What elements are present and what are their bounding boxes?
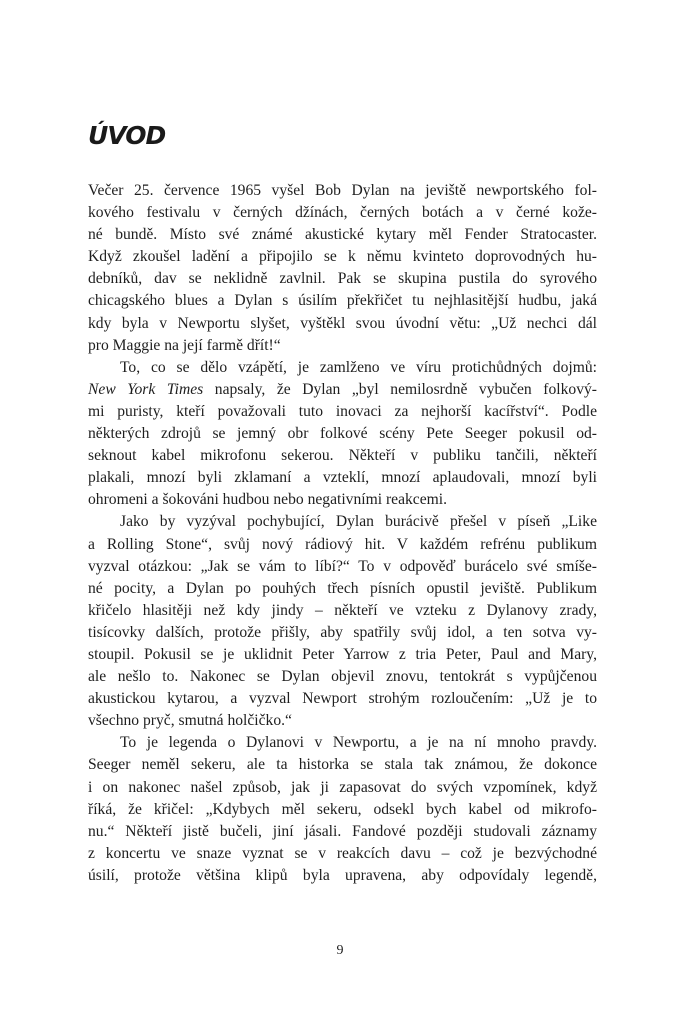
text-line: kdy byla v Newportu slyšet, vyštěkl svou úvodní větu: „Už nechci dál — [88, 314, 597, 332]
text-line: i on nakonec našel způsob, jak ji zapasovat do svých vzpomínek, když — [88, 778, 597, 796]
text-line: New York Times napsaly, že Dylan „byl nemilosrdně vybučen folkový- — [88, 380, 597, 398]
text-line: né pocity, a Dylan po pouhých třech písních opustil jeviště. Publikum — [88, 579, 597, 597]
text-line: plakali, mnozí byli zklamaní a vzteklí, mnozí aplaudovali, mnozí byli — [88, 469, 597, 487]
text-line: stoupil. Pokusil se je uklidnit Peter Yarrow z tria Peter, Paul and Mary, — [88, 645, 597, 663]
text-line: Jako by vyzýval pochybující, Dylan burácivě přešel v píseň „Like — [120, 513, 597, 531]
text-line: ohromeni a šokováni hudbou nebo negativními reakcemi. — [88, 491, 447, 509]
text-line: Seeger neměl sekeru, ale ta historka se stala tak známou, že dokonce — [88, 756, 597, 774]
text-line: akustickou kytarou, a vyzval Newport strohým rozloučením: „Už je to — [88, 690, 597, 708]
text-line: mi puristy, kteří považovali tuto inovaci za nejhorší kacířství“. Podle — [88, 402, 597, 420]
text-line: To je legenda o Dylanovi v Newportu, a je na ní mnoho pravdy. — [120, 734, 597, 752]
chapter-heading: ÚVOD — [88, 121, 166, 150]
text-line: ale nešlo to. Nakonec se Dylan objevil znovu, tentokrát s vypůjčenou — [88, 668, 597, 686]
publication-title: New York Times — [88, 380, 204, 398]
text-line: To, co se dělo vzápětí, je zamlženo ve víru protichůdných dojmů: — [120, 358, 597, 376]
text-line: kového festivalu v černých džínách, černých botách a v černé kože- — [88, 204, 597, 222]
paragraph — [88, 511, 597, 732]
body-text — [88, 180, 597, 887]
text-line: né bundě. Místo své známé akustické kytary měl Fender Stratocaster. — [88, 226, 597, 244]
paragraph — [88, 732, 597, 887]
text-line: všechno pryč, smutná holčičko.“ — [88, 712, 292, 730]
text-line: a Rolling Stone“, svůj nový rádiový hit. V každém refrénu publikum — [88, 535, 597, 553]
text-line: Večer 25. července 1965 vyšel Bob Dylan na jeviště newportského fol- — [88, 182, 597, 199]
text-line: křičelo hlasitěji než kdy jindy – někteří ve vzteku z Dylanovy zrady, — [88, 601, 597, 619]
text-line: některých zdrojů se jemný obr folkové scény Pete Seeger pokusil od- — [88, 425, 597, 443]
paragraph — [88, 180, 597, 357]
text-line: Když zkoušel ladění a připojilo se k němu kvinteto doprovodných hu- — [88, 248, 597, 266]
text-line: seknout kabel mikrofonu sekerou. Někteří v publiku tančili, někteří — [88, 447, 597, 465]
text-line: vyzval otázkou: „Jak se vám to líbí?“ To v odpověď burácelo své smíše- — [88, 557, 597, 575]
text-line: chicagského blues a Dylan s úsilím překřičet tu nejhlasitější hudbu, jaká — [88, 292, 597, 310]
text-line: říká, že křičel: „Kdybych měl sekeru, odsekl bych kabel od mikrofo- — [88, 800, 597, 818]
text-line: tisícovky dalších, protože přišly, aby spatřily svůj idol, a ten sotva vy- — [88, 623, 597, 641]
page-number: 9 — [336, 943, 344, 958]
text-line: debníků, dav se neklidně zavlnil. Pak se skupina pustila do syrového — [88, 270, 597, 288]
text-line: pro Maggie na její farmě dřít!“ — [88, 336, 281, 354]
paragraph — [88, 357, 597, 512]
text-line: z koncertu ve snaze vyznat se v reakcích davu – což je bezvýchodné — [88, 844, 597, 862]
text-line: úsilí, protože většina klipů byla upravena, aby odpovídaly legendě, — [88, 866, 597, 884]
text-line: nu.“ Někteří jistě bučeli, jiní jásali. Fandové později studovali záznamy — [88, 822, 597, 840]
